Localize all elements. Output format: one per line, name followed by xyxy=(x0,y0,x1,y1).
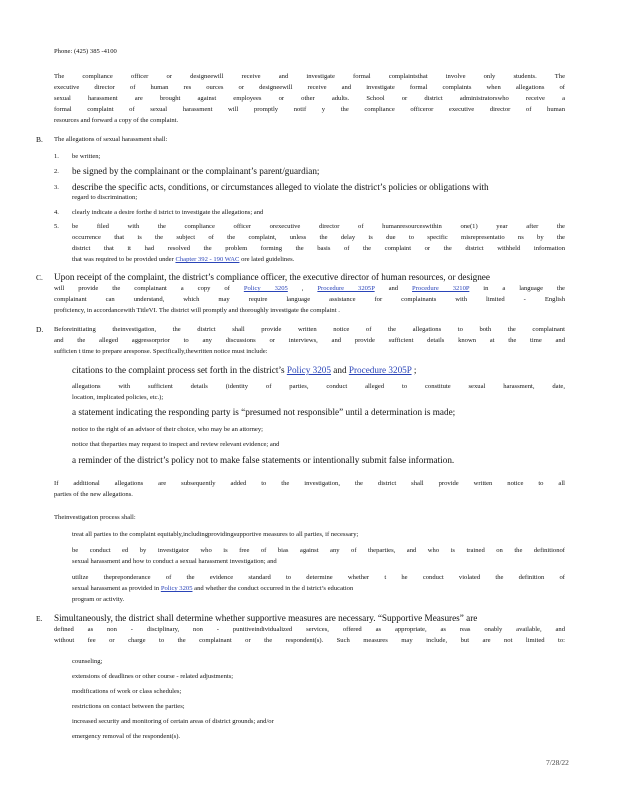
reference-link[interactable]: Policy 3205 xyxy=(243,285,288,292)
list-item-continued: program or activity. xyxy=(72,596,125,603)
list-item: notice to the right of an advisor of their choice, who may be an attorney; xyxy=(72,426,263,433)
square-bullet-icon xyxy=(56,673,62,682)
list-item: citations to the complaint process set forth in the district’s Policy 3205 and Procedure 3205P ; xyxy=(72,365,417,375)
text-line: defined as non - disciplinary, non - punitiveindividualized services, offered as appropriate, as reas onably available, and xyxy=(54,626,565,633)
square-bullet-icon xyxy=(56,733,62,742)
text-line: proficiency, in accordancewith TitleVI. The district will promptly and thoroughly investigate the complaint . xyxy=(54,307,340,314)
list-item-continued: occurrence that is the subject of the complaint, unless the delay is due to specific misrepresentatio ns by the xyxy=(72,234,565,241)
square-bullet-icon xyxy=(56,383,62,392)
list-item: emergency removal of the respondent(s). xyxy=(72,733,181,740)
list-item: be filed with the compliance officer orexecutive director of humanresourceswithin one(1) year after the xyxy=(72,223,565,230)
list-item: clearly indicate a desire forthe d istrict to investigate the allegations; and xyxy=(72,209,264,216)
list-item: be written; xyxy=(72,153,101,160)
list-item: a reminder of the district’s policy not to make false statements or intentionally submit false information. xyxy=(72,455,455,465)
square-bullet-icon xyxy=(56,658,62,667)
text-line: The compliance officer or designeewill receive and investigate formal complaintsthat involve only students. The xyxy=(54,73,565,80)
text-line: executive director of human res ources or designeewill receive and investigate formal complaints when allegations of xyxy=(54,84,565,91)
square-bullet-icon xyxy=(56,688,62,697)
square-bullet-icon xyxy=(56,547,62,556)
list-item-continued: sexual harassment as provided in Policy 3205 and whether the conduct occurred in the d istrict’s education xyxy=(72,585,354,592)
reference-link[interactable]: Policy 3205 xyxy=(160,585,193,592)
text-line: formal complaint of sexual harassment will promptly notif y the compliance officeror executive director of human xyxy=(54,106,565,113)
text-line: parties of the new allegations. xyxy=(54,491,133,498)
list-item: restrictions on contact between the parties; xyxy=(72,703,185,710)
text-line: without fee or charge to the complainant or the respondent(s). Such measures may include, but are not limited to: xyxy=(54,637,565,644)
square-bullet-icon xyxy=(56,441,62,450)
text-line: sexual harassment are brought against employees or other adults. School or district administratorswho receive a xyxy=(54,95,565,102)
item-number: 5. xyxy=(54,223,59,230)
item-number: 3. xyxy=(54,184,59,191)
text-line: complainant can understand, which may require language assistance for complainants with limited - English xyxy=(54,296,565,303)
phone-line: Phone: (425) 385 -4100 xyxy=(54,48,117,55)
list-item-continued: regard to discrimination; xyxy=(72,194,138,201)
list-item: treat all parties to the complaint equitably,includingprovidingsupportive measures to all parties, if necessary; xyxy=(72,531,359,538)
list-item: allegations with sufficient details (identity of parties, conduct alleged to constitute sexual harassment, date, xyxy=(72,383,565,390)
item-number: 1. xyxy=(54,153,59,160)
footer-date: 7/28/22 xyxy=(546,758,569,767)
square-bullet-icon xyxy=(56,718,62,727)
list-item: utilize thepreponderance of the evidence standard to determine whether t he conduct violated the definition of xyxy=(72,574,565,581)
reference-link[interactable]: Procedure 3210P xyxy=(412,285,470,292)
wac-line: that was required to be provided under Chapter 392 - 190 WAC ore lated guidelines. xyxy=(72,256,295,263)
text-line: If additional allegations are subsequently added to the investigation, the district shall provide written notice to all xyxy=(54,480,565,487)
list-item: counseling; xyxy=(72,658,103,665)
list-item-continued: sexual harassment and how to conduct a sexual harassment investigation; and xyxy=(72,558,277,565)
section-heading: Upon receipt of the complaint, the district’s compliance officer, the executive director of human resources, or designee xyxy=(54,272,490,282)
text-line: Beforeinitiating theinvestigation, the district shall provide written notice of the allegations to both the complainant xyxy=(54,326,565,333)
text-line: resources and forward a copy of the complaint. xyxy=(54,117,179,124)
list-item: be signed by the complainant or the complainant’s parent/guardian; xyxy=(72,166,320,176)
text-line: and the alleged aggressorprior to any discussions or interviews, and provide sufficient details known at the time and xyxy=(54,337,565,344)
list-item-continued: district that it had resolved the problem forming the basis of the complaint or the district withheld information xyxy=(72,245,565,252)
list-item: modifications of work or class schedules; xyxy=(72,688,182,695)
reference-link[interactable]: Policy 3205 xyxy=(286,365,331,375)
list-item: notice that theparties may request to inspect and review relevant evidence; and xyxy=(72,441,280,448)
list-item: increased security and monitoring of certain areas of district grounds; and/or xyxy=(72,718,274,725)
square-bullet-icon xyxy=(56,457,62,466)
list-item: extensions of deadlines or other course - related adjustments; xyxy=(72,673,234,680)
text-line: sufficien t time to prepare aresponse. Specifically,thewritten notice must include: xyxy=(54,348,268,355)
list-item: describe the specific acts, conditions, or circumstances alleged to violate the district’s policies or obligations with xyxy=(72,182,489,192)
list-item: be conduct ed by investigator who is free of bias against any of theparties, and who is trained on the definitionof xyxy=(72,547,565,554)
section-heading: The allegations of sexual harassment shall: xyxy=(54,136,168,143)
section-label: D. xyxy=(36,325,44,334)
square-bullet-icon xyxy=(56,426,62,435)
square-bullet-icon xyxy=(56,531,62,540)
subheading: Theinvestigation process shall: xyxy=(54,514,136,521)
square-bullet-icon xyxy=(56,574,62,583)
section-label: B. xyxy=(36,135,43,144)
list-item-continued: location, implicated policies, etc.); xyxy=(72,394,164,401)
section-heading: Simultaneously, the district shall determine whether supportive measures are necessary. “Supportive Measures” are xyxy=(54,613,478,623)
list-item-continued xyxy=(72,256,294,264)
reference-link[interactable]: Procedure 3205P xyxy=(317,285,375,292)
section-label: C. xyxy=(36,273,43,282)
item-number: 4. xyxy=(54,209,59,216)
reference-link[interactable]: Chapter 392 - 190 WAC xyxy=(175,256,240,263)
square-bullet-icon xyxy=(56,409,62,418)
square-bullet-icon xyxy=(56,366,62,375)
reference-link[interactable]: Procedure 3205P xyxy=(348,365,412,375)
section-label: E. xyxy=(36,614,43,623)
text-line: will provide the complainant a copy of Policy 3205 , Procedure 3205P and Procedure 3210P in a language the xyxy=(54,285,565,292)
item-number: 2. xyxy=(54,168,59,175)
square-bullet-icon xyxy=(56,703,62,712)
list-item: a statement indicating the responding party is “presumed not responsible” until a determination is made; xyxy=(72,407,456,417)
